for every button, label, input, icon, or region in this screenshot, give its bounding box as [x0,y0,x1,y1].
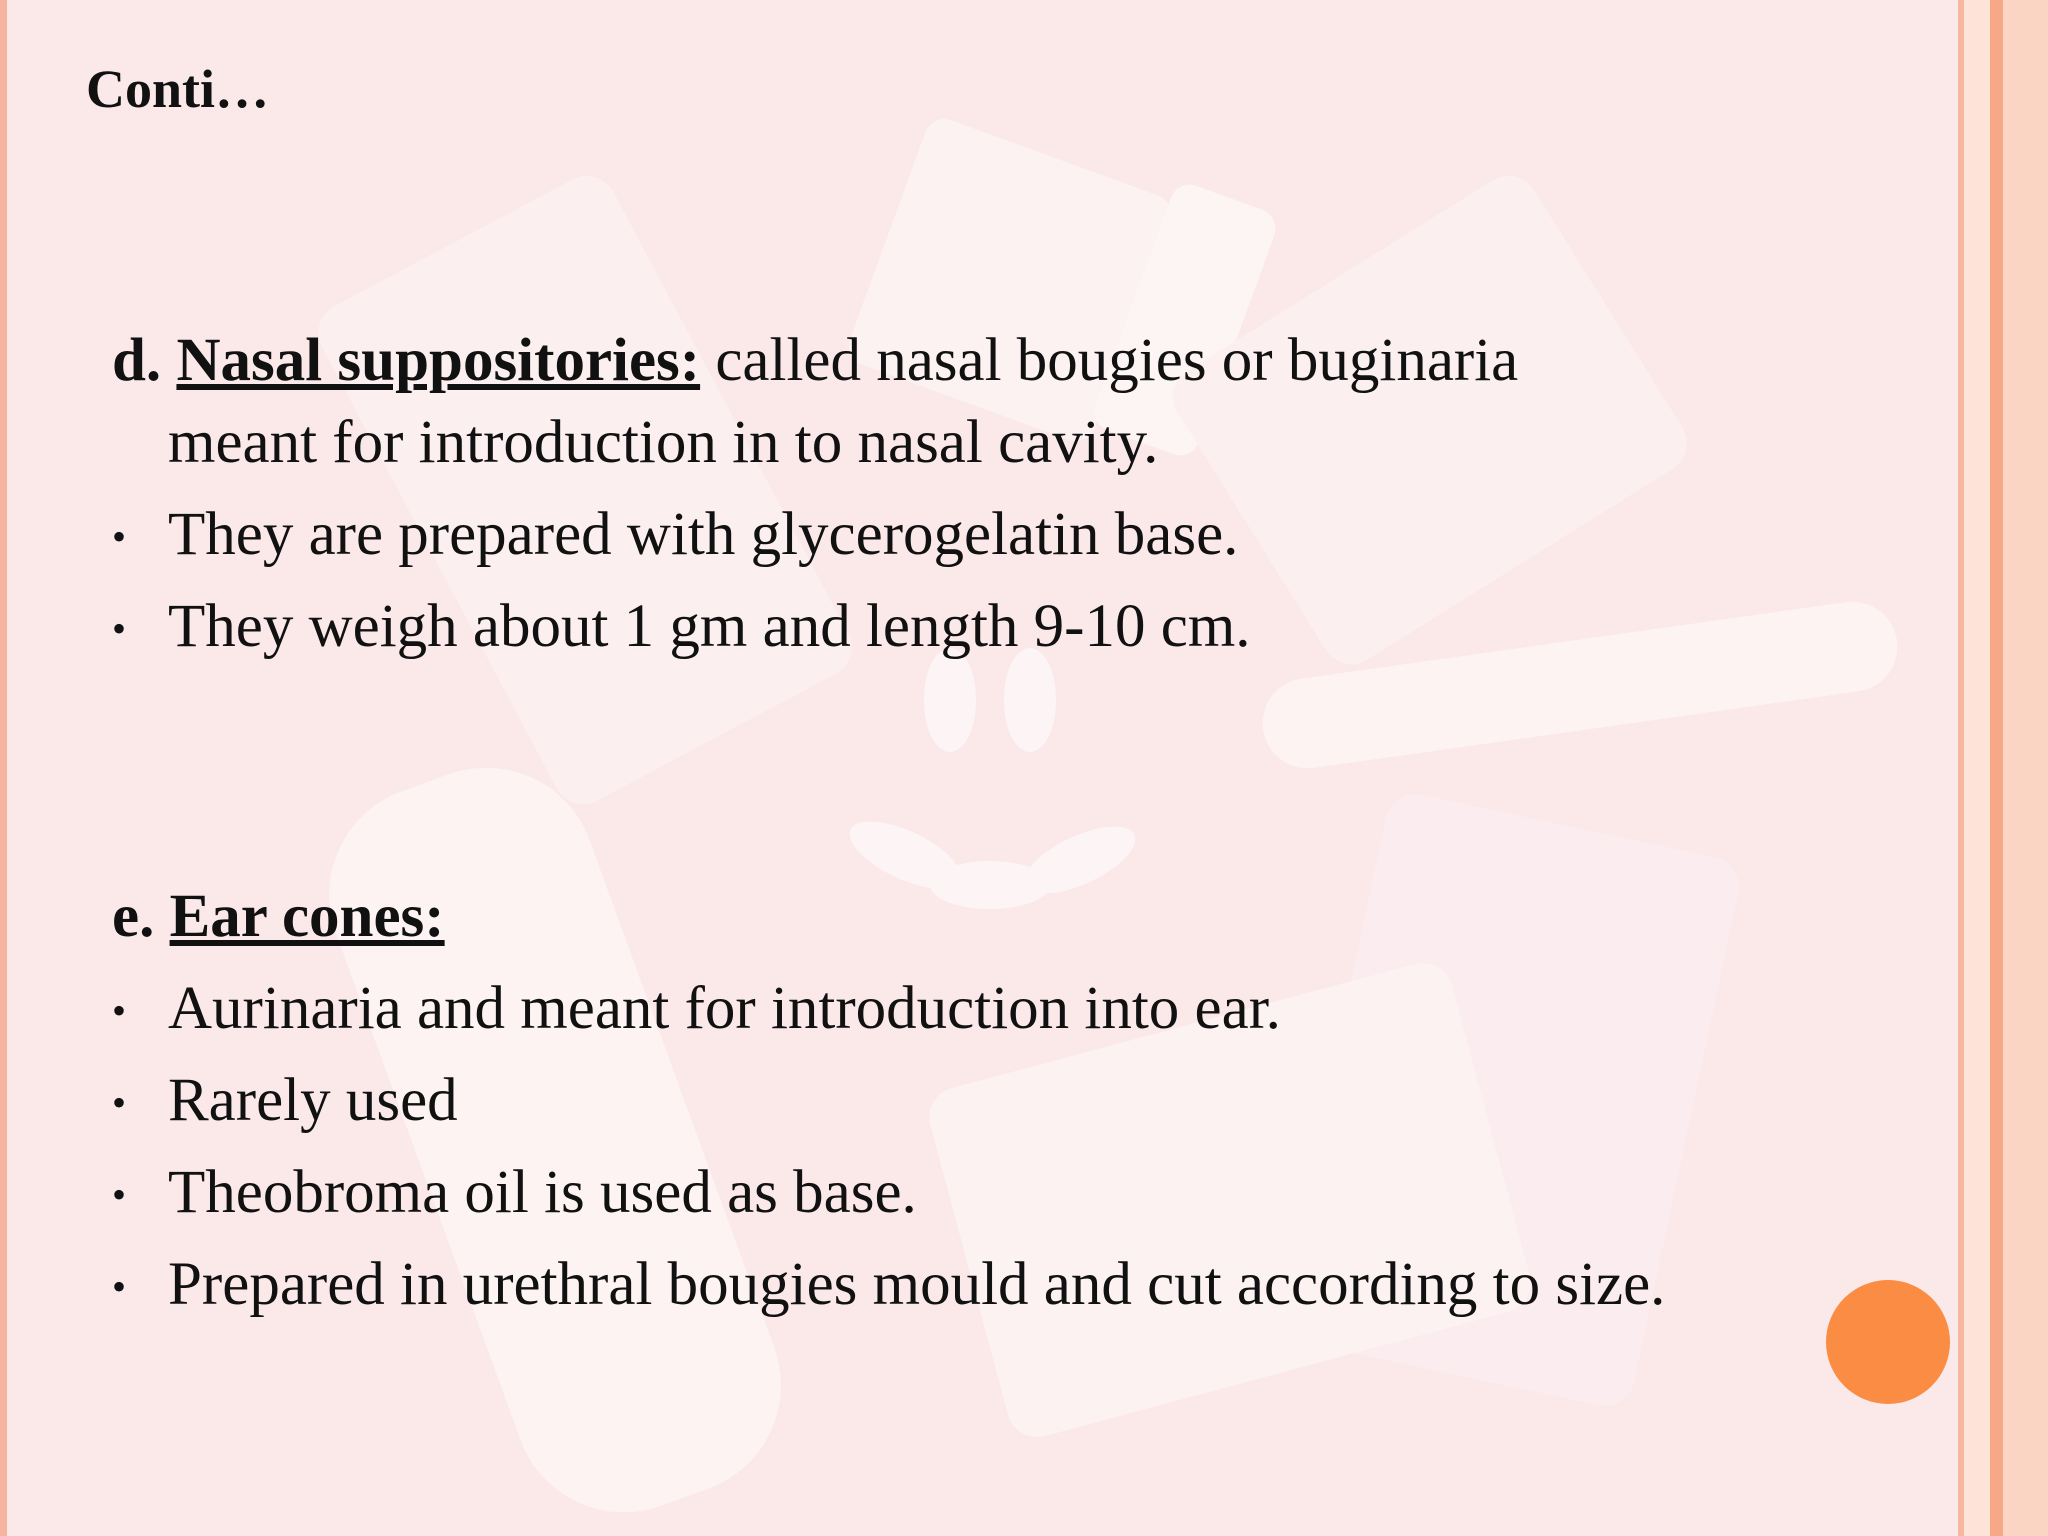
section-nasal-suppositories [112,320,1752,668]
section-label: d. [112,327,162,394]
section-definition: called nasal bougies or buginaria [715,327,1519,394]
list-item: • Prepared in urethral bougies mould and cut according to size. [112,1244,1808,1326]
section-definition-continued: meant for introduction in to nasal cavity. [168,409,1159,476]
list-item: • They weigh about 1 gm and length 9-10 cm. [112,586,1752,668]
slide-title: Conti… [86,59,270,119]
list-item: • They are prepared with glycerogelatin base. [112,494,1752,576]
section-heading [112,320,1752,402]
section-term: Nasal suppositories: [176,327,701,394]
bullet-list [112,494,1752,668]
frame-right-border-outer [2003,0,2048,1536]
frame-right-border-inner [1964,0,1990,1536]
section-ear-cones [112,876,1752,1326]
list-item: • Theobroma oil is used as base. [112,1152,1772,1234]
section-heading [112,876,1752,958]
section-term: Ear cones: [169,883,445,950]
list-item: • Aurinaria and meant for introduction into ear. [112,968,1772,1050]
frame-right-border-stripe [1990,0,2003,1536]
frame-left-border [0,0,7,1536]
list-item: • Rarely used [112,1060,1772,1142]
section-label: e. [112,883,155,950]
bullet-list [112,968,1772,1326]
decorative-orange-circle [1826,1280,1950,1404]
